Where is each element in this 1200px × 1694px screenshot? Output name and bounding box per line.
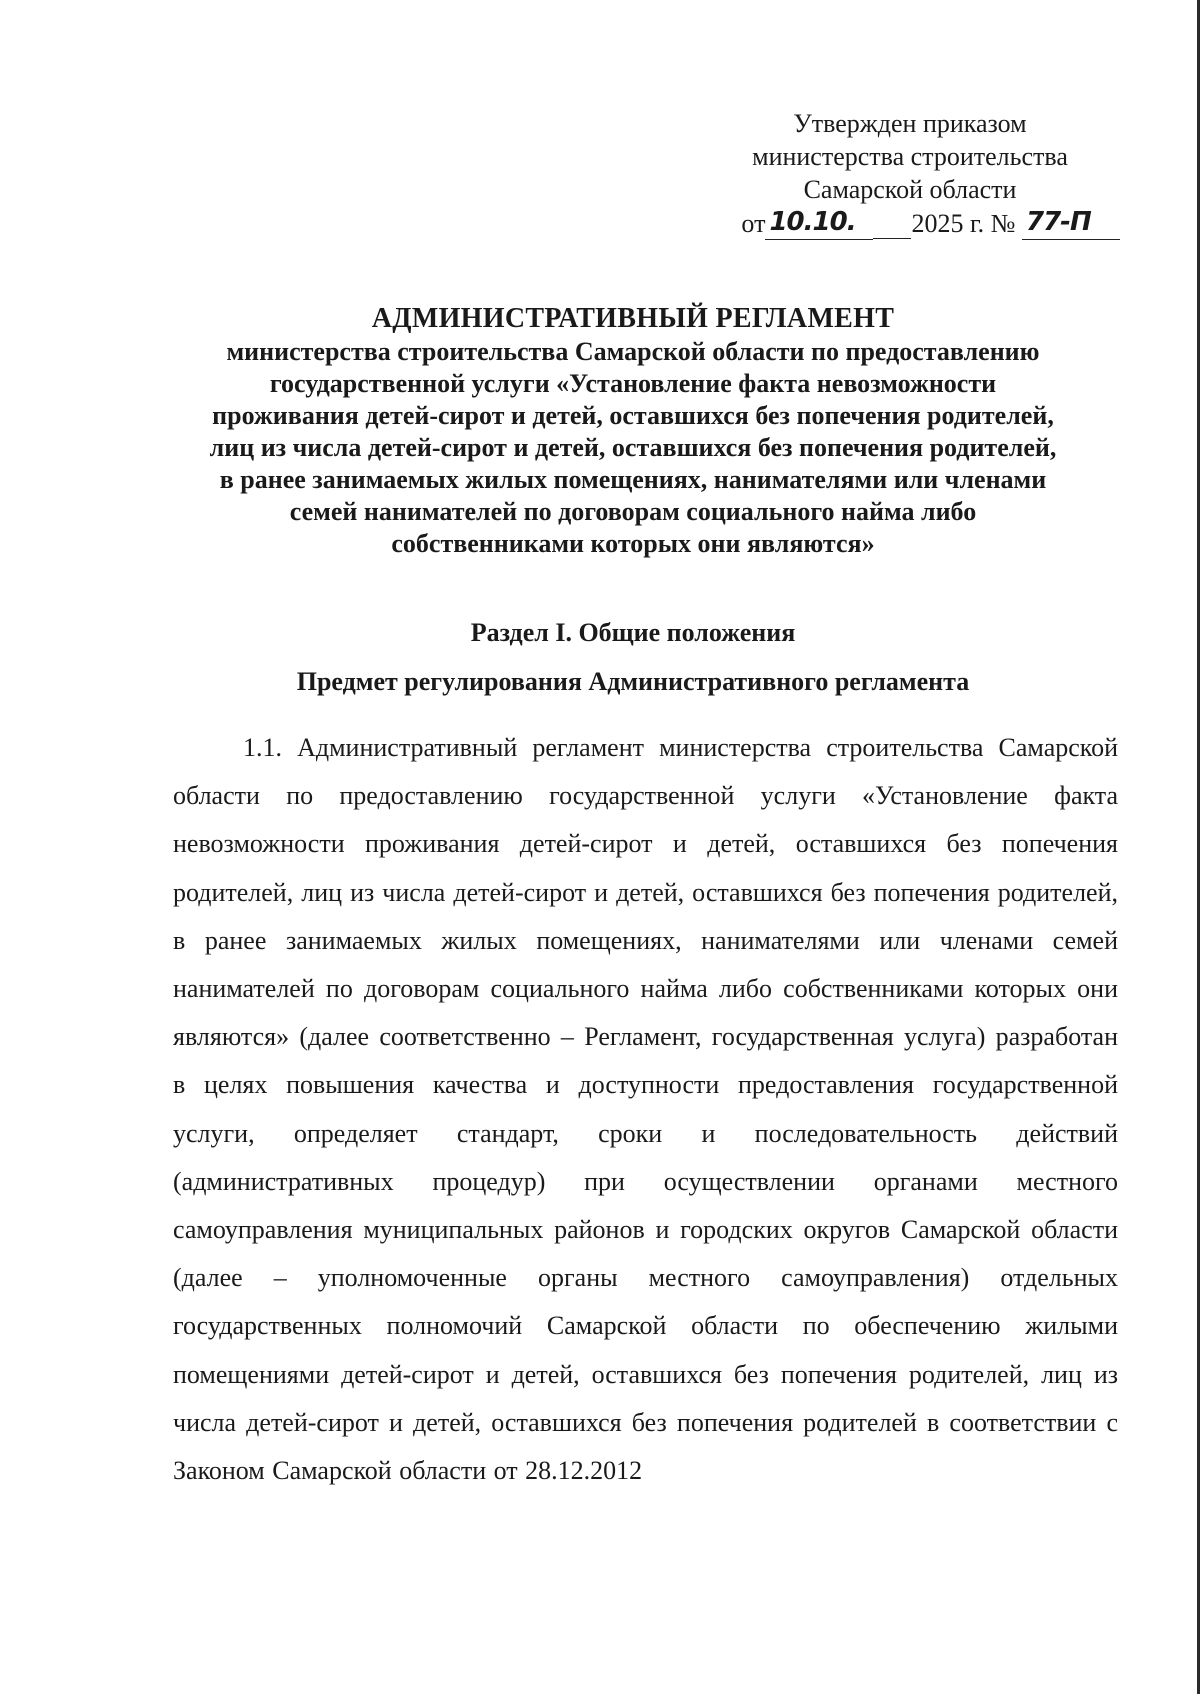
year-text: 2025 г. № — [911, 209, 1016, 238]
handwritten-number: 77-П — [1022, 206, 1120, 240]
subtitle-line-1: министерства строительства Самарской области по предоставлению — [226, 337, 1040, 366]
date-underline — [873, 237, 911, 239]
date-prefix: от — [741, 209, 766, 238]
approval-line-3: Самарской области — [803, 175, 1017, 204]
subtitle-line-7: собственниками которых они являются» — [391, 529, 875, 558]
document-title: АДМИНИСТРАТИВНЫЙ РЕГЛАМЕНТ — [371, 303, 895, 334]
section-heading: Раздел I. Общие положения — [470, 618, 796, 647]
approval-line-1: Утвержден приказом — [793, 109, 1027, 138]
handwritten-date: 10.10. — [765, 206, 873, 240]
approval-line-2: министерства строительства — [752, 142, 1068, 171]
subtitle-line-3: проживания детей-сирот и детей, оставшихся без попечения родителей, — [212, 401, 1054, 430]
subsection-heading: Предмет регулирования Административного регламента — [296, 667, 970, 696]
approval-stamp-block — [700, 107, 1120, 240]
subtitle-line-5: в ранее занимаемых жилых помещениях, нанимателями или членами — [219, 465, 1047, 494]
approval-date-line — [700, 206, 1120, 240]
document-title-block — [168, 302, 1098, 560]
paragraph-1-1: 1.1. Административный регламент министерства строительства Самарской области по предоставлению государственной услуги «Установление факта невозможности проживания детей-сирот и детей, оставшихся без попечения родителей, лиц из числа детей-сирот и детей, оставшихся без попечения родителей, в ранее занимаемых жилых помещениях, нанимателями или членами семей нанимателей по договорам социального найма либо собственниками которых они являются» (далее соответственно – Регламент, государственная услуга) разработан в целях повышения качества и доступности предоставления государственной услуги, определяет стандарт, сроки и последовательность действий (административных процедур) при осуществлении органами местного самоуправления муниципальных районов и городских округов Самарской области (далее – уполномоченные органы местного самоуправления) отдельных государственных полномочий Самарской области по обеспечению жилыми помещениями детей-сирот и детей, оставшихся без попечения родителей, лиц из числа детей-сирот и детей, оставшихся без попечения родителей в соответствии с Законом Самарской области от 28.12.2012 — [173, 733, 1118, 1486]
subtitle-line-2: государственной услуги «Установление факта невозможности — [269, 369, 997, 398]
subtitle-line-6: семей нанимателей по договорам социального найма либо — [289, 497, 977, 526]
subtitle-line-4: лиц из числа детей-сирот и детей, оставшихся без попечения родителей, — [209, 433, 1057, 462]
